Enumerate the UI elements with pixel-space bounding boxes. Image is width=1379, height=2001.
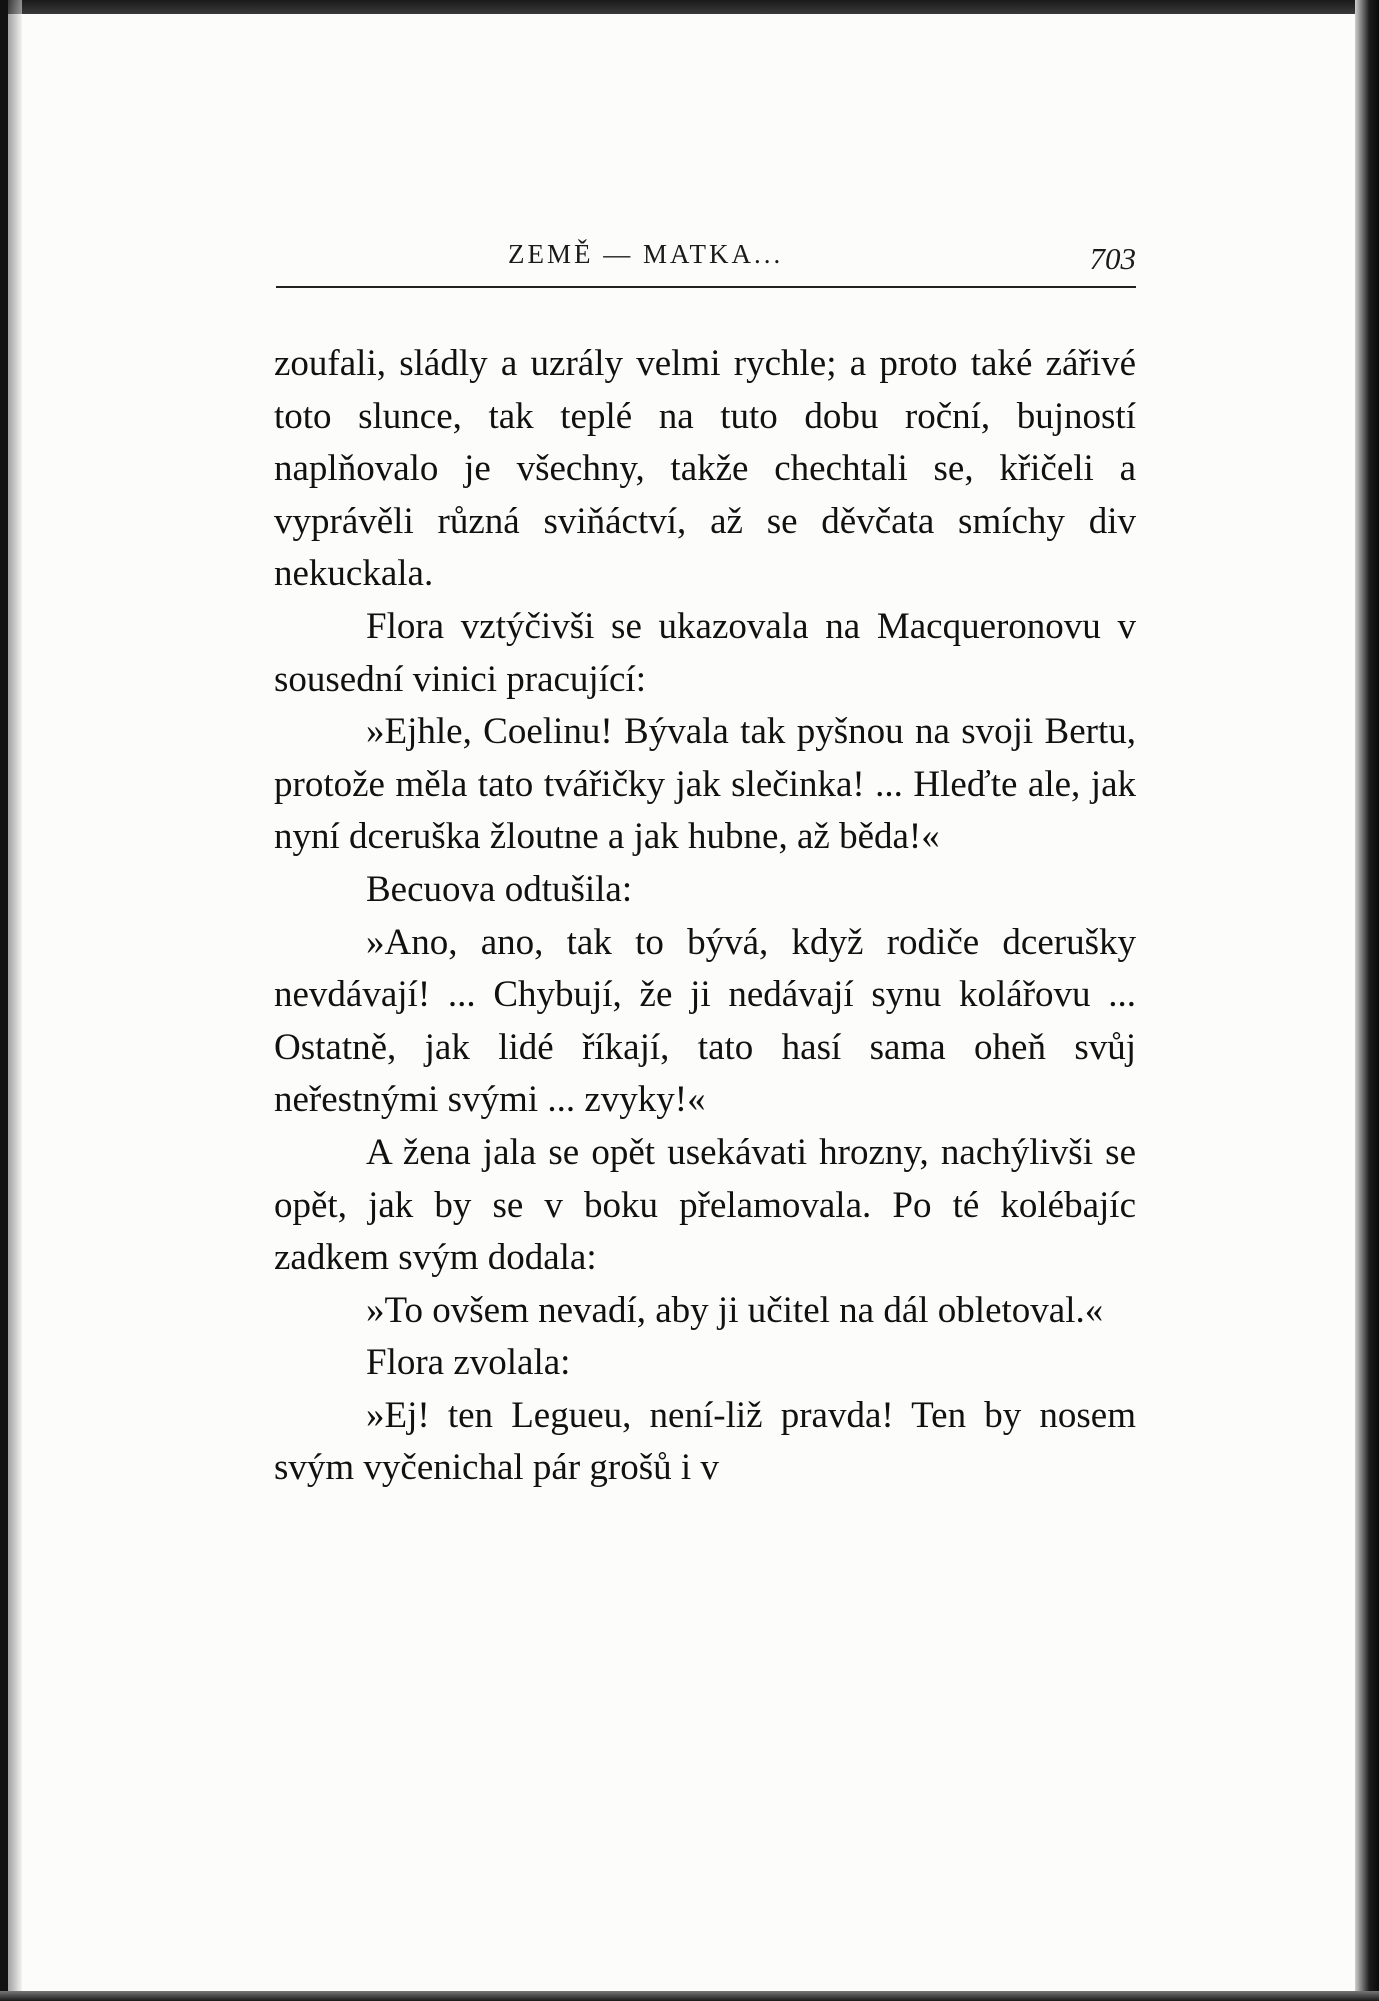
- scan-edge-right: [1355, 0, 1379, 2001]
- body-text: [274, 338, 1136, 1495]
- paragraph: zoufali, sládly a uzrály velmi rychle; a proto také zářivé toto slunce, tak teplé na tuto dobu roční, bujností naplňovalo je všechny, takže chechtali se, křičeli a vyprávěli různá sviňáctví, až se děvčata smíchy div nekuckala.: [274, 343, 1136, 595]
- page-number: 703: [1089, 241, 1136, 276]
- page-header: [276, 235, 1136, 289]
- header-rule: [276, 286, 1136, 288]
- paragraph: Flora vztýčivši se ukazovala na Macqueronovu v sousední vinici pracující:: [274, 605, 1136, 700]
- paragraph: »Ejhle, Coelinu! Bývala tak pyšnou na svoji Bertu, protože měla tato tvářičky jak slečinka! ... Hleďte ale, jak nyní dceruška žloutne a jak hubne, až běda!«: [274, 711, 1136, 858]
- paragraph: »Ej! ten Legueu, není-liž pravda! Ten by nosem svým vyčenichal pár grošů i v: [274, 1394, 1136, 1489]
- paragraph: A žena jala se opět usekávati hrozny, nachýlivši se opět, jak by se v boku přelamovala. Po té kolébajíc zadkem svým dodala:: [274, 1131, 1136, 1279]
- scan-edge-top: [0, 0, 1379, 14]
- paragraph: »Ano, ano, tak to bývá, když rodiče dcerušky nevdávají! ... Chybují, že ji nedávají synu kolářovu ... Ostatně, jak lidé říkají, tato hasí sama oheň svůj neřestnými svými ... zvyky!«: [274, 921, 1136, 1121]
- paragraph: Becuova odtušila:: [366, 868, 633, 910]
- paragraph: »To ovšem nevadí, aby ji učitel na dál obletoval.«: [366, 1289, 1104, 1331]
- scan-edge-left-shadow: [8, 0, 22, 2001]
- scan-edge-bottom: [0, 1991, 1379, 2001]
- scan-edge-left: [0, 0, 8, 2001]
- paragraph: Flora zvolala:: [366, 1342, 571, 1384]
- running-title: ZEMĚ — MATKA...: [508, 239, 784, 269]
